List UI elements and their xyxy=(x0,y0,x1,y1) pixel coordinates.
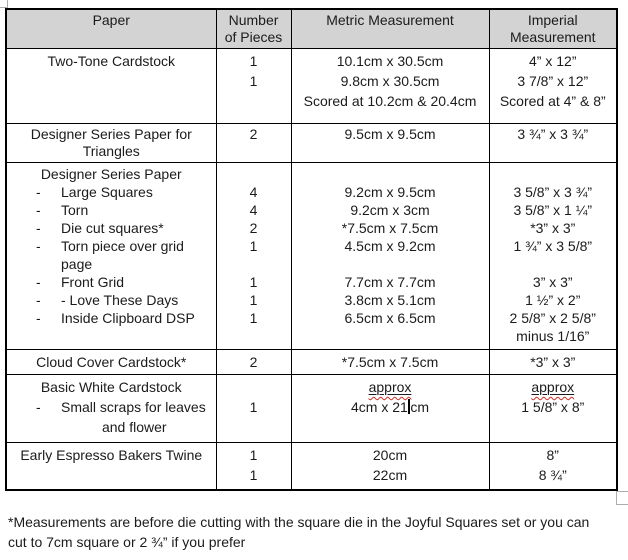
table-row xyxy=(6,375,617,443)
table-row xyxy=(6,443,617,490)
cell-line: 3 5/8” x 3 ¾” xyxy=(513,184,593,200)
cell-line: 3 ¾” x 3 ¾” xyxy=(517,126,589,142)
cell-line: Cloud Cover Cardstock* xyxy=(36,354,187,370)
paper-cell[interactable] xyxy=(6,375,216,443)
cell-line: *7.5cm x 7.5cm xyxy=(341,354,439,370)
imperial-cell[interactable] xyxy=(489,49,617,124)
cell-line xyxy=(294,397,487,417)
cell-line: 9.8cm x 30.5cm xyxy=(340,73,440,89)
cell-line: Designer Series Paper for xyxy=(30,126,192,142)
cell-line: 22cm xyxy=(372,467,408,483)
table-row xyxy=(6,124,617,163)
cell-line: 4.5cm x 9.2cm xyxy=(344,238,436,254)
header-cell[interactable] xyxy=(489,9,617,49)
cell-line: Early Espresso Bakers Twine xyxy=(20,447,203,463)
misspelled-word: approx xyxy=(368,379,412,395)
pieces-cell[interactable] xyxy=(216,443,291,490)
header-line: Imperial xyxy=(527,12,578,28)
table-row xyxy=(6,49,617,124)
header-line: Paper xyxy=(92,12,130,28)
cell-line: 4” x 12” xyxy=(529,53,577,69)
cell-line: 1 xyxy=(249,399,258,415)
footnote-line-2: cut to 7cm square or 2 ¾” if you prefer xyxy=(8,534,246,550)
cell-line: 3 7/8” x 12” xyxy=(517,73,589,89)
table-move-handle[interactable] xyxy=(0,0,8,8)
cell-line xyxy=(492,255,615,273)
cell-line: 1 xyxy=(249,467,258,483)
header-cell[interactable] xyxy=(216,9,291,49)
imperial-cell[interactable] xyxy=(489,163,617,350)
paper-cell[interactable] xyxy=(6,443,216,490)
cell-line: 2 5/8” x 2 5/8” xyxy=(509,310,596,326)
pieces-cell[interactable] xyxy=(216,375,291,443)
cell-line: Two-Tone Cardstock xyxy=(47,53,176,69)
paper-cell[interactable] xyxy=(6,124,216,163)
cell-line: and flower xyxy=(101,419,167,435)
cell-line: 1 ½” x 2” xyxy=(525,292,581,308)
cell-line: 1 xyxy=(249,292,258,308)
cell-line: 1 xyxy=(249,53,258,69)
header-line: Metric Measurement xyxy=(326,12,454,28)
cell-line: 4 xyxy=(249,184,258,200)
imperial-cell[interactable] xyxy=(489,375,617,443)
cell-line: *7.5cm x 7.5cm xyxy=(341,220,439,236)
cell-line: 20cm xyxy=(372,447,408,463)
metric-cell[interactable] xyxy=(291,375,489,443)
paper-cell[interactable] xyxy=(6,350,216,375)
cell-line: 1 xyxy=(249,310,258,326)
cell-line: 3 5/8” x 1 ¼” xyxy=(513,202,593,218)
cell-line: Triangles xyxy=(82,143,140,159)
pieces-cell[interactable] xyxy=(216,163,291,350)
cell-line: 3” x 3” xyxy=(532,274,573,290)
cell-line xyxy=(294,255,487,273)
metric-cell[interactable] xyxy=(291,163,489,350)
list-item: - Torn piece over grid xyxy=(9,237,214,255)
cell-line xyxy=(219,377,289,397)
cell-line xyxy=(294,165,487,183)
cell-line: 1 xyxy=(249,274,258,290)
metric-cell[interactable] xyxy=(291,443,489,490)
cell-line: 4 xyxy=(249,202,258,218)
cell-line: 1 xyxy=(249,238,258,254)
cell-line: 10.1cm x 30.5cm xyxy=(336,53,444,69)
cell-line: *3” x 3” xyxy=(530,220,576,236)
cell-line: 9.2cm x 3cm xyxy=(350,202,430,218)
misspelled-word: approx xyxy=(531,379,575,395)
text-before-caret: 4cm x 21 xyxy=(351,399,408,415)
imperial-cell[interactable] xyxy=(489,443,617,490)
cell-line: 8 ¾” xyxy=(538,467,567,483)
imperial-cell[interactable] xyxy=(489,350,617,375)
cell-line: 2 xyxy=(249,354,258,370)
cell-line: 1 xyxy=(249,447,258,463)
cell-line: 1 xyxy=(249,73,258,89)
header-cell[interactable] xyxy=(6,9,216,49)
cell-line: Basic White Cardstock xyxy=(40,379,182,395)
table-resize-handle[interactable] xyxy=(616,491,628,505)
list-item: - Small scraps for leaves xyxy=(9,397,214,417)
imperial-cell[interactable] xyxy=(489,124,617,163)
cell-line: 7.7cm x 7.7cm xyxy=(344,274,436,290)
cell-line: Scored at 10.2cm & 20.4cm xyxy=(303,93,477,109)
cell-line: 1 ¾” x 3 5/8” xyxy=(513,238,593,254)
header-line: of Pieces xyxy=(224,29,283,45)
paper-cell[interactable] xyxy=(6,49,216,124)
cell-line: Scored at 4” & 8” xyxy=(499,93,606,109)
cell-line: 3.8cm x 5.1cm xyxy=(344,292,436,308)
cell-line xyxy=(294,377,487,397)
cell-line: 6.5cm x 6.5cm xyxy=(344,310,436,326)
list-item: - Large Squares xyxy=(9,183,214,201)
cell-line: 2 xyxy=(249,220,258,236)
header-line: Measurement xyxy=(509,29,596,45)
list-item: - Inside Clipboard DSP xyxy=(9,309,214,327)
metric-cell[interactable] xyxy=(291,350,489,375)
cell-line: 1 5/8” x 8” xyxy=(521,399,585,415)
cell-line: *3” x 3” xyxy=(530,354,576,370)
cell-line xyxy=(219,255,289,273)
underlined-text xyxy=(369,379,412,395)
measurements-table xyxy=(5,8,618,491)
pieces-cell[interactable] xyxy=(216,124,291,163)
header-cell[interactable] xyxy=(291,9,489,49)
list-item: - Front Grid xyxy=(9,273,214,291)
text-after-caret: cm xyxy=(410,399,429,415)
cell-line: 8” xyxy=(546,447,559,463)
cell-line: minus 1/16” xyxy=(516,328,590,344)
list-item: - Torn xyxy=(9,201,214,219)
table-row xyxy=(6,163,617,350)
cell-line: 2 xyxy=(249,126,258,142)
cell-line: Designer Series Paper xyxy=(40,166,182,182)
header-line: Number xyxy=(228,12,279,28)
table-body xyxy=(6,49,617,490)
cell-line: 9.2cm x 9.5cm xyxy=(344,184,436,200)
pieces-cell[interactable] xyxy=(216,350,291,375)
footnote[interactable] xyxy=(8,512,624,552)
cell-line xyxy=(492,165,615,183)
cell-line xyxy=(492,377,615,397)
cell-line xyxy=(219,165,289,183)
paper-cell[interactable] xyxy=(6,163,216,350)
cell-line: 9.5cm x 9.5cm xyxy=(344,126,436,142)
metric-cell[interactable] xyxy=(291,124,489,163)
table-header xyxy=(6,9,617,49)
metric-cell[interactable] xyxy=(291,49,489,124)
list-item: - - Love These Days xyxy=(9,291,214,309)
list-item: - Die cut squares* xyxy=(9,219,214,237)
footnote-line-1: *Measurements are before die cutting with the square die in the Joyful Squares set or you can xyxy=(8,514,590,530)
underlined-text xyxy=(531,379,574,395)
header-row xyxy=(6,9,617,49)
table-row xyxy=(6,350,617,375)
pieces-cell[interactable] xyxy=(216,49,291,124)
cell-line: page xyxy=(61,256,93,272)
